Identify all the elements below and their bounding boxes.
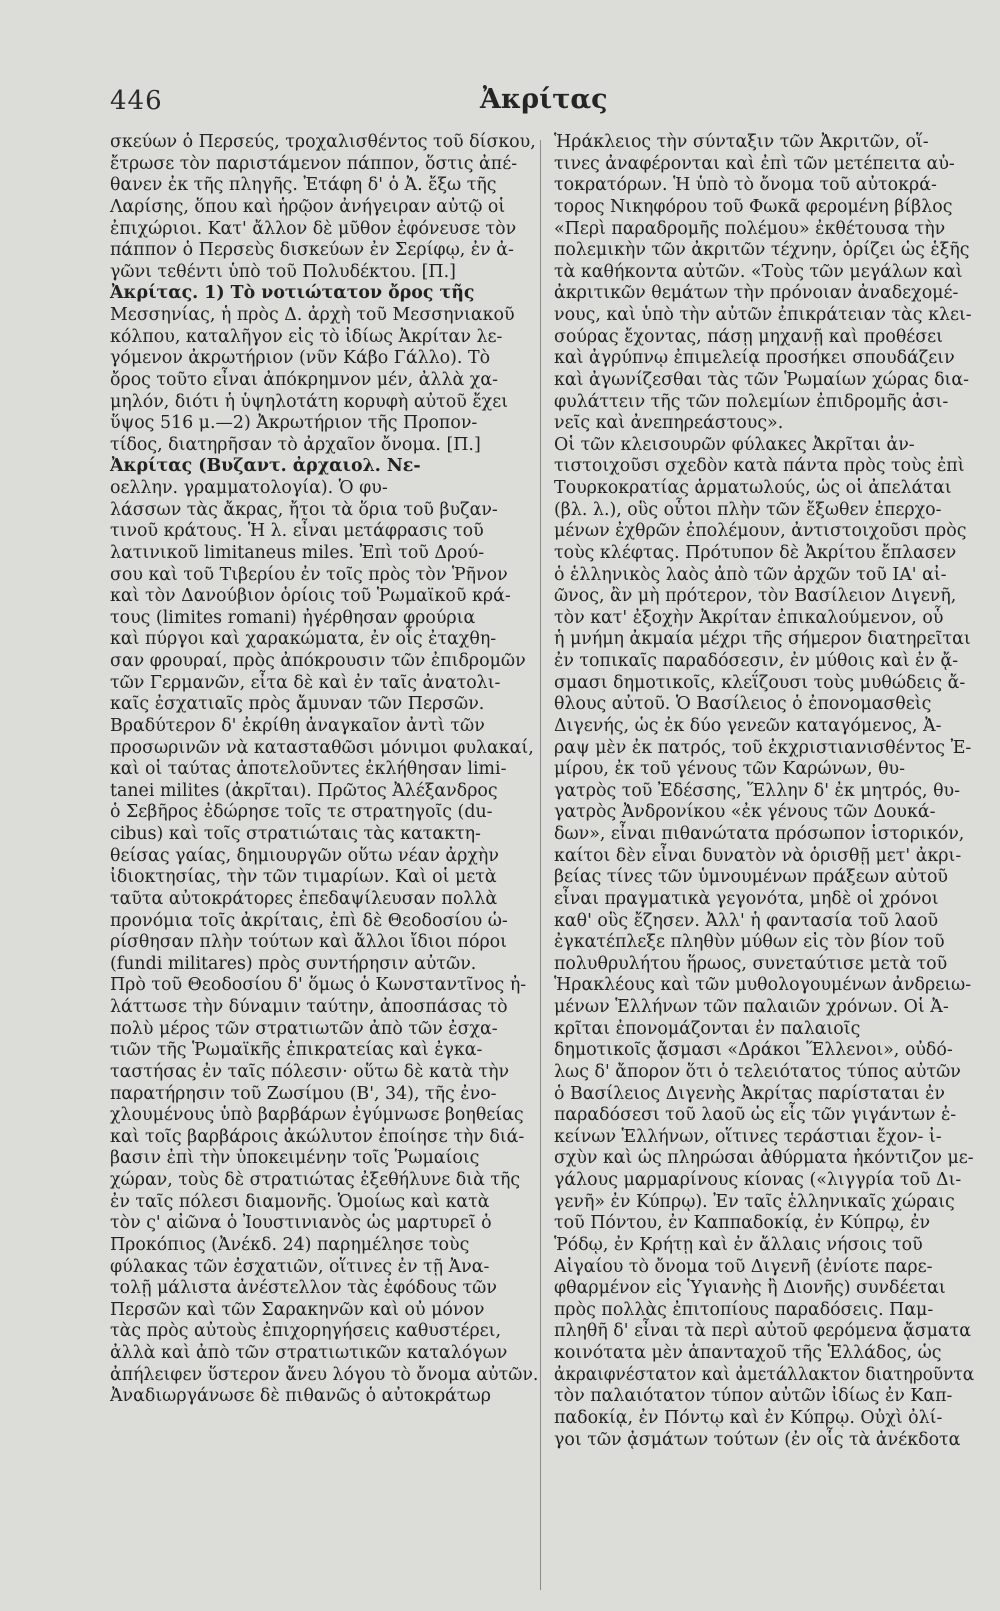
right-column — [554, 132, 974, 1451]
text-line: ἐγκατέπλεξε πληθὺν μύθων εἰς τὸν βίον τοῦ — [554, 932, 945, 953]
text-line: καῖς ἐσχατιαῖς πρὸς ἄμυναν τῶν Περσῶν. — [110, 694, 485, 715]
text-line: Μεσσηνίας, ἡ πρὸς Δ. ἀρχὴ τοῦ Μεσσηνιακοῦ — [110, 305, 515, 325]
text-line: λάττωσε τὴν δύναμιν ταύτην, ἀποσπάσας τὸ — [110, 997, 508, 1017]
text-line: γενῆ» ἐν Κύπρῳ). Ἐν ταῖς ἑλληνικαῖς χώραις — [554, 1191, 955, 1212]
text-line: τοὺς κλέφτας. Πρότυπον δὲ Ἀκρίτου ἔπλασεν — [554, 542, 957, 563]
text-line: τιστοιχοῦσι σχεδὸν κατὰ πάντα πρὸς τοὺς ἐπὶ — [554, 456, 965, 477]
text-line: καὶ πύργοι καὶ χαρακώματα, ἐν οἷς ἐταχθη- — [110, 629, 497, 650]
text-line: καὶ ἀγρύπνῳ ἐπιμελείᾳ προσήκει σπουδάζειν — [554, 348, 955, 369]
page-header — [100, 86, 980, 126]
text-line: καὶ τὸν Δανούβιον ὁρίοις τοῦ Ῥωμαϊκοῦ κρά- — [110, 586, 511, 607]
text-line: σχὺν καὶ ὡς πληρώσαι ἀθύρματα ἠκόντιζον με- — [554, 1148, 974, 1169]
text-line: (fundi militares) πρὸς συντήρησιν αὐτῶν. — [110, 953, 477, 974]
text-line: κείνων Ἑλλήνων, οἵτινες τεράστιαι ἔχον- ἰ- — [554, 1126, 942, 1147]
text-line: ἀλλὰ καὶ ἀπὸ τῶν στρατιωτικῶν καταλόγων — [110, 1343, 508, 1363]
text-line: ἀπήλειφεν ὕστερον ἄνευ λόγου τὸ ὄνομα αὐτῶν. — [110, 1364, 539, 1385]
text-line: δημοτικοῖς ᾄσμασι «Δράκοι Ἕλλενοι», οὐδό- — [554, 1040, 953, 1061]
text-line: τὸν ς' αἰῶνα ὁ Ἰουστινιανὸς ὡς μαρτυρεῖ ὁ — [110, 1213, 492, 1234]
text-line: τινοῦ κράτους. Ἡ λ. εἶναι μετάφρασις τοῦ — [110, 521, 484, 542]
text-line: παραδόσεσι τοῦ λαοῦ ὡς εἷς τῶν γιγάντων ἐ- — [554, 1105, 957, 1126]
text-line: φυλάττειν τῆς τῶν πολεμίων ἐπιδρομῆς ἀσι- — [554, 391, 949, 412]
text-line: καίτοι δὲν εἶναι δυνατὸν νὰ ὁρισθῇ μετ' ἀκρι- — [554, 845, 962, 866]
text-line: ῶνος, ἂν μὴ πρότερον, τὸν Βασίλειον Διγενῆ, — [554, 586, 957, 607]
text-line: νεῖς καὶ ἀνεπηρεάστους». — [554, 413, 784, 434]
text-line: τὸν κατ' ἐξοχὴν Ἀκρίταν ἐπικαλούμενον, οὗ — [554, 607, 944, 628]
text-line: Διγενής, ὡς ἐκ δύο γενεῶν καταγόμενος, Ἀ- — [554, 715, 942, 736]
text-line: πρὸς πολλὰς ἐπιτοπίους παραδόσεις. Παμ- — [554, 1299, 934, 1320]
text-line: ὄρος τοῦτο εἶναι ἀπόκρημνον μέν, ἀλλὰ χα- — [110, 369, 498, 390]
text-line: Αἰγαίου τὸ ὄνομα τοῦ Διγενῆ (ἐνίοτε παρε- — [554, 1256, 933, 1277]
text-line: Βραδύτερον δ' ἐκρίθη ἀναγκαῖον ἀντὶ τῶν — [110, 715, 485, 736]
text-line: λάσσων τὰς ἄκρας, ἤτοι τὰ ὅρια τοῦ βυζαν- — [110, 499, 498, 520]
text-line: cibus) καὶ τοῖς στρατιώταις τὰς κατακτη- — [110, 824, 481, 844]
text-line: μένων ἐχθρῶν ἐπολέμουν, ἀντιστοιχοῦσι πρὸς — [554, 521, 967, 542]
text-line: ταστήσας ἐν ταῖς πόλεσιν· οὕτω δὲ κατὰ τὴν — [110, 1061, 510, 1082]
text-line: ἀκραιφνέστατον καὶ ἀμετάλλακτον διατηροῦντα — [554, 1364, 975, 1385]
text-line: γατρὸς τοῦ Ἐδέσσης, Ἕλλην δ' ἐκ μητρός, θυ- — [554, 780, 960, 801]
text-line: κρῖται ἐπονομάζονται ἐν παλαιοῖς — [554, 1018, 861, 1039]
text-line: ὁ Σεβῆρος ἐδώρησε τοῖς τε στρατηγοῖς (du- — [110, 802, 493, 823]
text-line: τίδος, διατηρῆσαν τὸ ἀρχαῖον ὄνομα. [Π.] — [110, 434, 481, 455]
text-line: σκεύων ὁ Περσεύς, τροχαλισθέντος τοῦ δίσκου, — [110, 132, 536, 152]
left-column — [110, 132, 538, 1408]
text-line: νους, καὶ ὑπὸ τὴν αὐτῶν ἐπικράτειαν τὰς κλει- — [554, 305, 972, 325]
text-line: εἶναι πραγματικὰ γεγονότα, μηδὲ οἱ χρόνοι — [554, 888, 939, 909]
text-line: παρατήρησιν τοῦ Ζωσίμου (Β', 34), τῆς ἐνο- — [110, 1083, 497, 1104]
text-line: τοκρατόρων. Ἡ ὑπὸ τὸ ὄνομα τοῦ αὐτοκρά- — [554, 175, 937, 196]
text-line: γῶνι τεθέντι ὑπὸ τοῦ Πολυδέκτου. [Π.] — [110, 261, 456, 282]
text-line: Ἡράκλειος τὴν σύνταξιν τῶν Ἀκριτῶν, οἵ- — [554, 132, 929, 152]
text-line: tanei milites (ἀκρῖται). Πρῶτος Ἀλέξανδρος — [110, 780, 498, 801]
text-line: ἰδιοκτησίας, τὴν τῶν τιμαρίων. Καὶ οἱ μετὰ — [110, 867, 497, 888]
text-line: τὸν παλαιότατον τύπον αὐτῶν ἰδίως ἐν Καπ- — [554, 1386, 953, 1407]
text-line: πολεμικὴν τῶν ἀκριτῶν τέχνην, ὁρίζει ὡς ἑξῆς — [554, 240, 970, 261]
text-line: πολυθρυλήτου ἥρωος, συνεταύτισε μετὰ τοῦ — [554, 953, 948, 974]
text-line: Λαρίσης, ὅπου καὶ ἡρῷον ἀνήγειραν αὐτῷ οἱ — [110, 196, 506, 217]
page-number: 446 — [110, 86, 163, 116]
text-line: σαν φρουραί, πρὸς ἀπόκρουσιν τῶν ἐπιδρομῶν — [110, 651, 526, 671]
text-line: Ῥόδῳ, ἐν Κρήτῃ καὶ ἐν ἄλλαις νήσοις τοῦ — [554, 1234, 923, 1255]
text-line: ὕψος 516 μ.—2) Ἀκρωτήριον τῆς Προπον- — [110, 413, 478, 434]
text-line: Ἀναδιωργάνωσε δὲ πιθανῶς ὁ αὐτοκράτωρ — [110, 1386, 491, 1407]
text-line: Ἀκρίτας (Βυζαντ. ἀρχαιολ. Νε- — [110, 456, 421, 477]
text-line: σου καὶ τοῦ Τιβερίου ἐν τοῖς πρὸς τὸν Ῥῆνον — [110, 564, 508, 585]
text-line: σμασι δημοτικοῖς, κλεΐζουσι τοὺς μυθώδεις ἄ- — [554, 672, 966, 693]
text-line: Προκόπιος (Ἀνέκδ. 24) παρημέλησε τοὺς — [110, 1234, 470, 1255]
text-line: τὰ καθήκοντα αὐτῶν. «Τοὺς τῶν μεγάλων καὶ — [554, 261, 963, 282]
text-line: καὶ ἀγωνίζεσθαι τὰς τῶν Ῥωμαίων χώρας δια- — [554, 369, 969, 390]
text-line: χλουμένους ὑπὸ βαρβάρων ἐγύμνωσε βοηθείας — [110, 1105, 524, 1126]
text-line: φύλακας τῶν ἐσχατιῶν, οἵτινες ἐν τῇ Ἀνα- — [110, 1256, 490, 1277]
text-line: τινες ἀναφέρονται καὶ ἐπὶ τῶν μετέπειτα αὐ- — [554, 153, 955, 174]
text-line: θείσας γαίας, δημιουργῶν οὕτω νέαν ἀρχὴν — [110, 845, 499, 866]
text-line: Πρὸ τοῦ Θεοδοσίου δ' ὅμως ὁ Κωνσταντῖνος ἠ- — [110, 975, 527, 996]
text-line: λατινικοῦ limitaneus miles. Ἐπὶ τοῦ Δρού- — [110, 542, 485, 563]
text-line: προνόμια τοῖς ἀκρίταις, ἐπὶ δὲ Θεοδοσίου ὡ- — [110, 910, 508, 931]
text-line: τους (limites romani) ἠγέρθησαν φρούρια — [110, 607, 476, 628]
text-line: πληθῆ δ' εἶναι τὰ περὶ αὐτοῦ φερόμενα ᾄσματα — [554, 1321, 972, 1342]
text-line: ὁ ἑλληνικὸς λαὸς ἀπὸ τῶν ἀρχῶν τοῦ ΙΑ' αἰ- — [554, 564, 947, 585]
text-line: τοῦ Πόντου, ἐν Καππαδοκίᾳ, ἐν Κύπρῳ, ἐν — [554, 1213, 931, 1234]
text-line: ἔτρωσε τὸν παριστάμενον πάππον, ὅστις ἀπέ- — [110, 153, 518, 174]
column-divider — [540, 140, 541, 1590]
text-line: τολῇ μάλιστα ἀνέστελλον τὰς ἐφόδους τῶν — [110, 1278, 497, 1299]
text-line: ταῦτα αὐτοκράτορες ἐπεδαψίλευσαν πολλὰ — [110, 888, 498, 909]
text-line: γοι τῶν ᾀσμάτων τούτων (ἐν οἷς τὰ ἀνέκδοτα — [554, 1429, 961, 1450]
text-line: σούρας ἔχοντας, πάσῃ μηχανῇ καὶ προθέσει — [554, 326, 943, 347]
text-line: δων», εἶναι πιθανώτατα πρόσωπον ἱστορικόν, — [554, 824, 965, 844]
text-line: πολὺ μέρος τῶν στρατιωτῶν ἀπὸ τῶν ἐσχα- — [110, 1018, 498, 1039]
text-line: Ἀκρίτας. 1) Τὸ νοτιώτατον ὄρος τῆς — [110, 283, 475, 304]
text-line: «Περὶ παραδρομῆς πολέμου» ἐκθέτουσα τὴν — [554, 218, 946, 239]
text-line: κοινότατα μὲν ἁπανταχοῦ τῆς Ἑλλάδος, ὡς — [554, 1343, 942, 1363]
text-line: ἐν τοπικαῖς παραδόσεσιν, ἐν μύθοις καὶ ἐν ᾄ- — [554, 651, 959, 671]
text-line: γάλους μαρμαρίνους κίονας («λιγγρία τοῦ Δι- — [554, 1170, 962, 1190]
text-line: ἀκριτικῶν θεμάτων τὴν πρόνοιαν ἀναδεχομέ- — [554, 283, 959, 304]
text-line: καὶ τοῖς βαρβάροις ἀκώλυτον ἐποίησε τὴν διά- — [110, 1126, 525, 1147]
text-line: κόλπου, καταλῆγον εἰς τὸ ἰδίως Ἀκρίταν λε- — [110, 326, 503, 347]
text-line: τορος Νικηφόρου τοῦ Φωκᾶ φερομένη βίβλος — [554, 196, 953, 217]
text-line: ὁ Βασίλειος Διγενὴς Ἀκρίτας παρίσταται ἐν — [554, 1083, 946, 1104]
text-line: Τουρκοκρατίας ἁρματωλούς, ὡς οἱ ἀπελάται — [554, 478, 952, 498]
text-line: καθ' οὓς ἔζησεν. Ἀλλ' ἡ φαντασία τοῦ λαοῦ — [554, 910, 939, 931]
text-line: οελλην. γραμματολογία). Ὁ φυ- — [110, 478, 388, 498]
running-head: Ἀκρίτας — [480, 84, 608, 115]
text-line: παδοκίᾳ, ἐν Πόντῳ καὶ ἐν Κύπρῳ. Οὐχὶ ὀλί- — [554, 1407, 943, 1428]
text-line: Οἱ τῶν κλεισουρῶν φύλακες Ἀκρῖται ἀν- — [554, 434, 915, 455]
text-line: ἐπιχώριοι. Κατ' ἄλλον δὲ μῦθον ἐφόνευσε τὸν — [110, 218, 517, 239]
text-line: προσωρινῶν νὰ κατασταθῶσι μόνιμοι φυλακαί, — [110, 737, 534, 758]
text-line: λως δ' ἄπορον ὅτι ὁ τελειότατος τύπος αὐτῶν — [554, 1061, 961, 1082]
text-line: Περσῶν καὶ τῶν Σαρακηνῶν καὶ οὐ μόνον — [110, 1299, 485, 1320]
text-line: γόμενον ἀκρωτήριον (νῦν Κάβο Γάλλο). Τὸ — [110, 348, 491, 369]
text-line: βείας τίνες τῶν ὑμνουμένων πράξεων αὐτοῦ — [554, 867, 948, 888]
text-line: ἡ μνήμη ἀκμαία μέχρι τῆς σήμερον διατηρεῖται — [554, 629, 971, 650]
text-line: πάππον ὁ Περσεὺς δισκεύων ἐν Σερίφῳ, ἐν ἀ- — [110, 240, 514, 261]
text-line: τὰς πρὸς αὐτοὺς ἐπιχορηγήσεις καθυστέρει, — [110, 1321, 502, 1342]
text-line: μένων Ἑλλήνων τῶν παλαιῶν χρόνων. Οἱ Ἀ- — [554, 997, 949, 1017]
text-line: ἐν ταῖς πόλεσι διαμονῆς. Ὁμοίως καὶ κατὰ — [110, 1191, 490, 1212]
text-line: θλους αὐτοῦ. Ὁ Βασίλειος ὁ ἐπονομασθεὶς — [554, 694, 932, 715]
text-line: βασιν ἐπὶ τὴν ὑποκειμένην τοῖς Ῥωμαίοις — [110, 1148, 480, 1169]
text-line: θανεν ἐκ τῆς πληγῆς. Ἐτάφη δ' ὁ Ἀ. ἔξω τῆς — [110, 175, 497, 196]
text-line: ρίσθησαν πλὴν τούτων καὶ ἄλλοι ἴδιοι πόροι — [110, 932, 507, 953]
text-line: μίρου, ἐκ τοῦ γένους τῶν Καρώνων, θυ- — [554, 759, 905, 780]
text-line: τιῶν τῆς Ῥωμαϊκῆς ἐπικρατείας καὶ ἐγκα- — [110, 1040, 483, 1061]
text-line: (βλ. λ.), οὓς οὗτοι πλὴν τῶν ἔξωθεν ἐπερχο- — [554, 499, 942, 520]
text-line: μηλόν, διότι ἡ ὑψηλοτάτη κορυφὴ αὐτοῦ ἔχει — [110, 391, 509, 412]
text-line: χώραν, τοὺς δὲ στρατιώτας ἐξεθήλυνε διὰ τῆς — [110, 1170, 521, 1190]
text-line: τῶν Γερμανῶν, εἶτα δὲ καὶ ἐν ταῖς ἀνατολι- — [110, 672, 501, 693]
text-line: καὶ οἱ ταύτας ἀποτελοῦντες ἐκλήθησαν limi- — [110, 759, 507, 780]
text-line: φθαρμένον εἰς Ὑγιανὴς ἢ Διονῆς) συνδέεται — [554, 1278, 946, 1299]
text-line: Ἡρακλέους καὶ τῶν μυθολογουμένων ἀνδρειω- — [554, 975, 972, 996]
text-line: ραψ μὲν ἐκ πατρός, τοῦ ἐκχριστιανισθέντος Ἐ- — [554, 737, 972, 758]
text-line: γατρὸς Ἀνδρονίκου «ἐκ γένους τῶν Δουκά- — [554, 802, 936, 823]
